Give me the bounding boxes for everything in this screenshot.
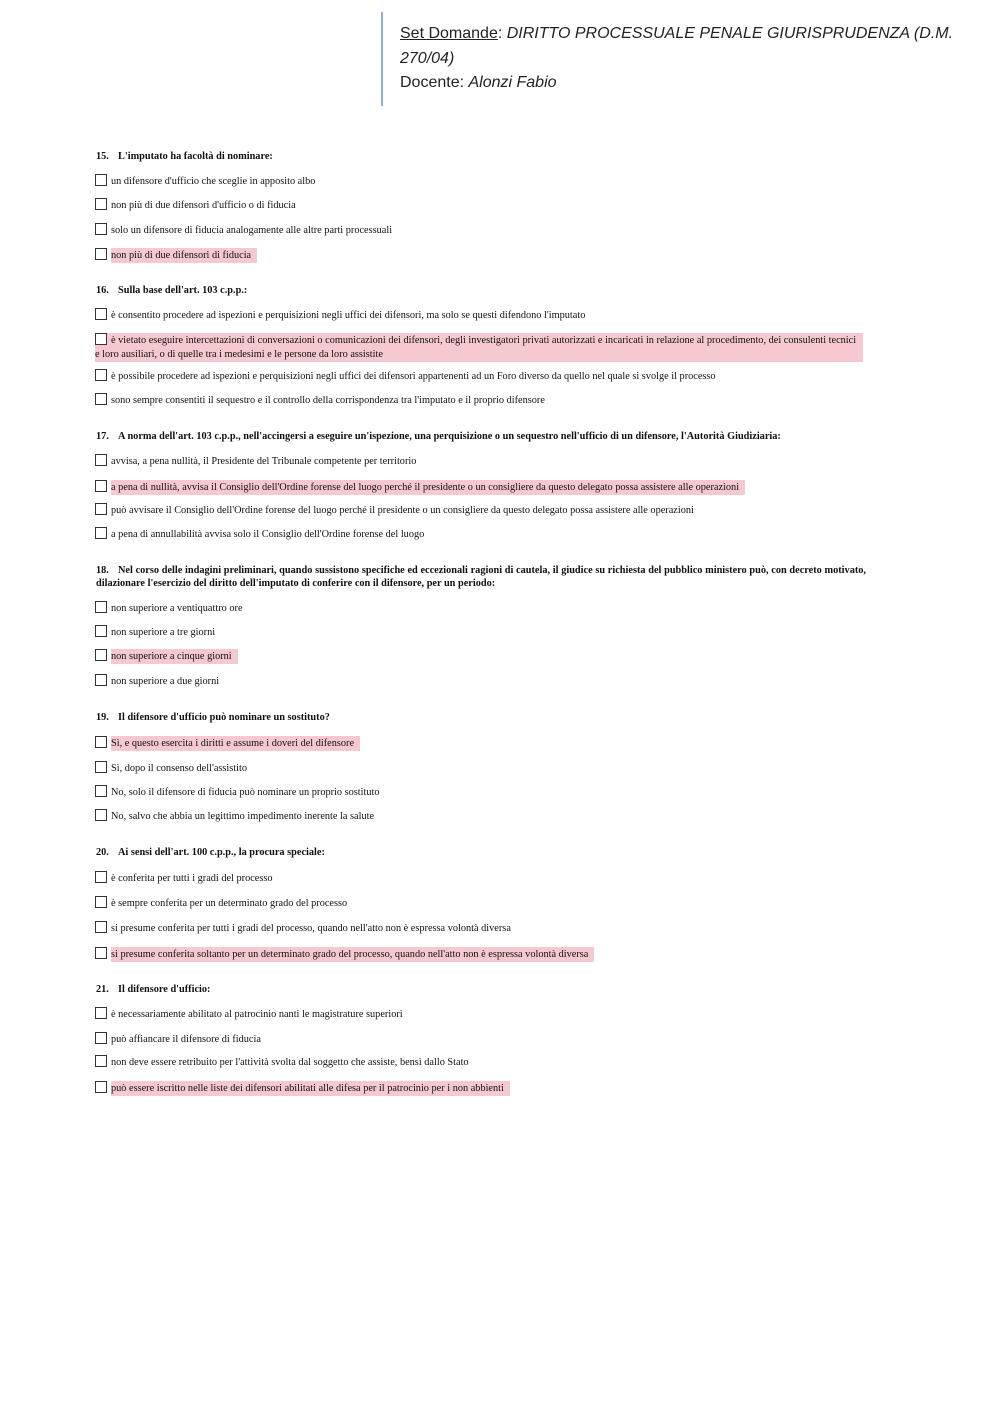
answer-checkbox[interactable] — [95, 625, 107, 637]
option-18-a[interactable] — [95, 601, 875, 616]
option-text-highlighted: è vietato eseguire intercettazioni di conversazioni o comunicazioni dei difensori, degli investigatori privati autorizzati e incaricati in relazione al procedimento, dei consulenti tecnici e loro ausiliari, o di quelle tra i medesimi e le persone da loro assistite — [95, 335, 857, 360]
option-19-d[interactable] — [95, 809, 875, 824]
option-16-c[interactable] — [95, 369, 875, 384]
question-20 — [96, 847, 866, 860]
option-text: No, salvo che abbia un legittimo impedimento inerente la salute — [111, 811, 375, 822]
question-18 — [96, 565, 866, 590]
option-text: solo un difensore di fiducia analogamente alle altre parti processuali — [111, 225, 393, 236]
option-text: un difensore d'ufficio che sceglie in apposito albo — [111, 176, 316, 187]
option-text: non superiore a tre giorni — [111, 627, 216, 638]
option-text: può affiancare il difensore di fiducia — [111, 1034, 261, 1045]
answer-checkbox[interactable] — [95, 248, 107, 260]
option-16-a[interactable] — [95, 308, 875, 323]
option-text: è possibile procedere ad ispezioni e perquisizioni negli uffici dei difensori appartenenti ad un Foro diverso da quello nel quale si svolge il processo — [111, 371, 716, 382]
question-number: 15. — [96, 151, 109, 162]
option-text: sono sempre consentiti il sequestro e il controllo della corrispondenza tra l'imputato e il proprio difensore — [111, 395, 545, 406]
option-15-b[interactable] — [95, 198, 875, 213]
option-21-a[interactable] — [95, 1007, 875, 1022]
option-text: può avvisare il Consiglio dell'Ordine forense del luogo perché il presidente o un consigliere da questo delegato possa assistere alle operazioni — [111, 505, 694, 516]
answer-checkbox[interactable] — [95, 871, 107, 883]
option-text: a pena di annullabilità avvisa solo il Consiglio dell'Ordine forense del luogo — [111, 529, 425, 540]
answer-checkbox[interactable] — [95, 736, 107, 748]
answer-checkbox[interactable] — [95, 454, 107, 466]
option-18-d[interactable] — [95, 674, 875, 689]
option-text-highlighted: a pena di nullità, avvisa il Consiglio dell'Ordine forense del luogo perché il presidente o un consigliere da questo delegato possa assistere alle operazioni — [111, 480, 745, 495]
question-number: 18. — [96, 565, 109, 576]
answer-checkbox[interactable] — [95, 174, 107, 186]
question-15 — [96, 151, 866, 164]
option-text-highlighted: si presume conferita soltanto per un determinato grado del processo, quando nell'atto non è espressa volontà diversa — [111, 947, 594, 962]
option-17-b[interactable] — [95, 480, 875, 495]
option-21-c[interactable] — [95, 1055, 875, 1070]
answer-checkbox[interactable] — [95, 333, 107, 345]
set-label: Set Domande — [400, 25, 498, 42]
option-20-a[interactable] — [95, 871, 875, 886]
docente-name: Alonzi Fabio — [468, 74, 557, 91]
option-text: non più di due difensori d'ufficio o di fiducia — [111, 200, 296, 211]
answer-checkbox[interactable] — [95, 223, 107, 235]
option-16-b[interactable] — [95, 333, 863, 362]
option-21-d[interactable] — [95, 1081, 875, 1096]
option-text: è conferita per tutti i gradi del processo — [111, 873, 273, 884]
answer-checkbox[interactable] — [95, 896, 107, 908]
option-15-c[interactable] — [95, 223, 875, 238]
answer-checkbox[interactable] — [95, 947, 107, 959]
option-text-highlighted: Sì, e questo esercita i diritti e assume i doveri del difensore — [111, 736, 360, 751]
answer-checkbox[interactable] — [95, 761, 107, 773]
option-20-c[interactable] — [95, 921, 875, 936]
option-19-c[interactable] — [95, 785, 875, 800]
option-text-highlighted: non più di due difensori di fiducia — [111, 248, 257, 263]
option-text: Sì, dopo il consenso dell'assistito — [111, 763, 248, 774]
answer-checkbox[interactable] — [95, 1007, 107, 1019]
answer-checkbox[interactable] — [95, 308, 107, 320]
teacher-line — [400, 71, 960, 96]
option-text-highlighted: non superiore a cinque giorni — [111, 649, 238, 664]
answer-checkbox[interactable] — [95, 601, 107, 613]
option-15-a[interactable] — [95, 174, 875, 189]
question-number: 21. — [96, 984, 109, 995]
answer-checkbox[interactable] — [95, 198, 107, 210]
option-20-b[interactable] — [95, 896, 875, 911]
subject-line — [400, 22, 960, 71]
docente-label: Docente: — [400, 74, 469, 91]
option-text: è necessariamente abilitato al patrocinio nanti le magistrature superiori — [111, 1009, 403, 1020]
question-number: 19. — [96, 712, 109, 723]
subject-title: DIRITTO PROCESSUALE PENALE GIURISPRUDENZA (D.M. 270/04) — [400, 25, 954, 67]
question-text: Sulla base dell'art. 103 c.p.p.: — [118, 285, 248, 296]
answer-checkbox[interactable] — [95, 1055, 107, 1067]
question-17 — [96, 431, 866, 444]
document-header — [400, 22, 960, 96]
option-15-d[interactable] — [95, 248, 875, 263]
answer-checkbox[interactable] — [95, 1032, 107, 1044]
answer-checkbox[interactable] — [95, 785, 107, 797]
option-18-b[interactable] — [95, 625, 875, 640]
question-text: A norma dell'art. 103 c.p.p., nell'accingersi a eseguire un'ispezione, una perquisizione o un sequestro nell'ufficio di un difensore, l'Autorità Giudiziaria: — [118, 431, 781, 442]
answer-checkbox[interactable] — [95, 921, 107, 933]
answer-checkbox[interactable] — [95, 1081, 107, 1093]
question-21 — [96, 984, 866, 997]
answer-checkbox[interactable] — [95, 503, 107, 515]
answer-checkbox[interactable] — [95, 649, 107, 661]
option-20-d[interactable] — [95, 947, 875, 962]
question-number: 16. — [96, 285, 109, 296]
option-text: non deve essere retribuito per l'attività svolta dal soggetto che assiste, bensì dallo Stato — [111, 1057, 469, 1068]
option-17-c[interactable] — [95, 503, 875, 518]
question-text: Nel corso delle indagini preliminari, quando sussistono specifiche ed eccezionali ragioni di cautela, il giudice su richiesta del pubblico ministero può, con decreto motivato, dilazionare l'esercizio del diritto dell'imputato di conferire con il difensore, per un periodo: — [96, 565, 866, 589]
answer-checkbox[interactable] — [95, 674, 107, 686]
question-text: Il difensore d'ufficio può nominare un sostituto? — [118, 712, 330, 723]
answer-checkbox[interactable] — [95, 809, 107, 821]
option-text: si presume conferita per tutti i gradi del processo, quando nell'atto non è espressa volontà diversa — [111, 923, 511, 934]
option-16-d[interactable] — [95, 393, 875, 408]
option-text: non superiore a ventiquattro ore — [111, 603, 243, 614]
question-number: 17. — [96, 431, 109, 442]
option-text: è consentito procedere ad ispezioni e perquisizioni negli uffici dei difensori, ma solo se questi difendono l'imputato — [111, 310, 586, 321]
set-separator: : — [497, 25, 507, 42]
option-17-a[interactable] — [95, 454, 875, 469]
question-16 — [96, 285, 866, 298]
option-text: No, solo il difensore di fiducia può nominare un proprio sostituto — [111, 787, 380, 798]
option-18-c[interactable] — [95, 649, 875, 664]
option-19-b[interactable] — [95, 761, 875, 776]
question-text: L'imputato ha facoltà di nominare: — [118, 151, 273, 162]
question-text: Ai sensi dell'art. 100 c.p.p., la procura speciale: — [118, 847, 325, 858]
header-divider — [381, 12, 383, 106]
option-text: avvisa, a pena nullità, il Presidente del Tribunale competente per territorio — [111, 456, 417, 467]
answer-checkbox[interactable] — [95, 393, 107, 405]
option-21-b[interactable] — [95, 1032, 875, 1047]
question-text: Il difensore d'ufficio: — [118, 984, 211, 995]
answer-checkbox[interactable] — [95, 527, 107, 539]
option-text: non superiore a due giorni — [111, 676, 220, 687]
option-text: è sempre conferita per un determinato grado del processo — [111, 898, 348, 909]
option-text-highlighted: può essere iscritto nelle liste dei difensori abilitati alle difesa per il patrocinio per i non abbienti — [111, 1081, 510, 1096]
answer-checkbox[interactable] — [95, 480, 107, 492]
question-19 — [96, 712, 866, 725]
question-number: 20. — [96, 847, 109, 858]
option-17-d[interactable] — [95, 527, 875, 542]
answer-checkbox[interactable] — [95, 369, 107, 381]
option-19-a[interactable] — [95, 736, 875, 751]
